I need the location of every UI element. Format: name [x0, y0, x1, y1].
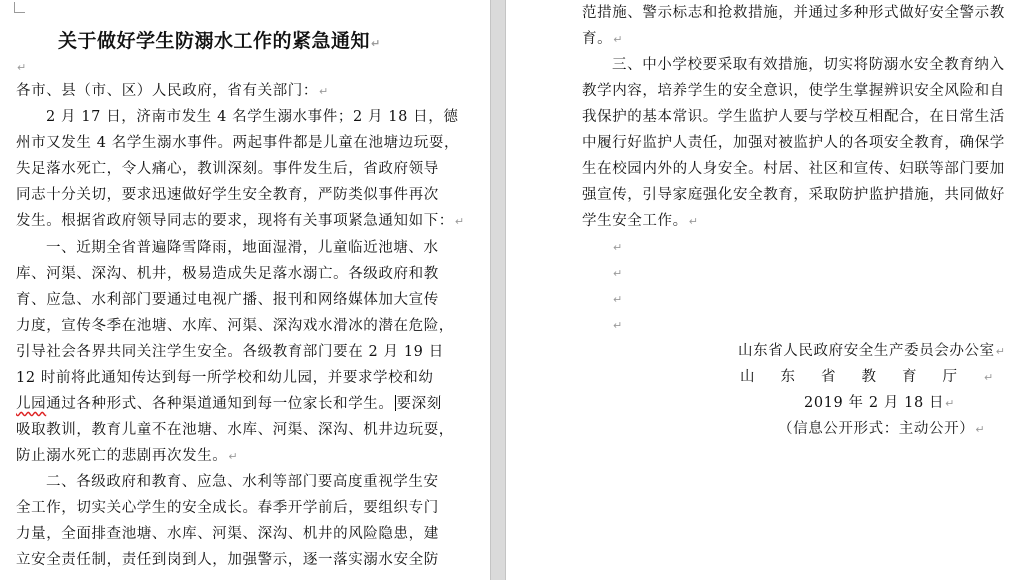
- spellcheck-flagged-word[interactable]: 儿园: [16, 396, 47, 412]
- body-line-text: 学生安全工作。: [582, 213, 688, 229]
- body-line-text: 要深刻: [396, 396, 442, 412]
- signature-date: [804, 394, 955, 413]
- signature-org-text: 山东省教育厅: [740, 369, 983, 385]
- paragraph-mark-icon: ↵: [688, 215, 699, 228]
- body-line: 全工作，切实关心学生的安全成长。春季开学前后，要组织专门: [16, 500, 439, 516]
- paragraph-mark-icon: ↵: [228, 450, 239, 463]
- body-line: [582, 30, 623, 49]
- body-line: 立安全责任制，责任到岗到人，加强警示，逐一落实溺水安全防: [16, 552, 439, 568]
- signature-org-text: 山东省人民政府安全生产委员会办公室: [738, 343, 995, 359]
- document-title: [58, 26, 381, 53]
- paragraph-mark-icon: ↵: [613, 293, 623, 306]
- body-line: 同志十分关切，要求迅速做好学生安全教育，严防类似事件再次: [16, 187, 439, 203]
- empty-paragraph: [612, 290, 623, 309]
- body-line-text: 发生。根据省政府领导同志的要求，现将有关事项紧急通知如下：: [16, 213, 454, 229]
- empty-paragraph: [612, 238, 623, 257]
- body-line: 2 月 17 日，济南市发生 4 名学生溺水事件；2 月 18 日，德: [46, 109, 459, 125]
- paragraph-mark-icon: ↵: [613, 241, 623, 254]
- paragraph-mark-icon: ↵: [613, 33, 624, 46]
- paragraph-mark-icon: ↵: [945, 397, 955, 410]
- body-line: [16, 212, 465, 231]
- body-line: 力度，宣传冬季在池塘、水库、河渠、深沟戏水滑冰的潜在危险，: [16, 318, 454, 334]
- body-line: [16, 447, 238, 466]
- empty-paragraph: [16, 58, 27, 77]
- signature-org-education-dept: [740, 368, 993, 387]
- page-gutter: [490, 0, 506, 580]
- body-line-text: 防止溺水死亡的悲剧再次发生。: [16, 448, 228, 464]
- body-line: 二、各级政府和教育、应急、水利等部门要高度重视学生安: [46, 474, 439, 490]
- body-line: 12 时前将此通知传达到每一所学校和幼儿园，并要求学校和幼: [16, 370, 434, 386]
- body-line: 强宣传，引导家庭强化安全教育，采取防护监护措施，共同做好: [582, 187, 1005, 203]
- body-line-text: 育。: [582, 31, 613, 47]
- page-corner-mark: [14, 2, 25, 13]
- paragraph-mark-icon: ↵: [17, 61, 27, 74]
- body-line: [582, 212, 699, 231]
- text-cursor: [395, 395, 396, 411]
- empty-paragraph: [612, 316, 623, 335]
- body-line: 中履行好监护人责任，加强对被监护人的各项安全教育，确保学: [582, 135, 1005, 151]
- empty-paragraph: [612, 264, 623, 283]
- signature-org-safety-committee: [738, 342, 1006, 361]
- salutation-text: 各市、县（市、区）人民政府，省有关部门：: [16, 83, 318, 99]
- body-line: 一、近期全省普遍降雪降雨，地面湿滑，儿童临近池塘、水: [46, 240, 439, 256]
- body-line: 力量，全面排查池塘、水库、河渠、深沟、机井的风险隐患，建: [16, 526, 439, 542]
- body-line: 三、中小学校要采取有效措施，切实将防溺水安全教育纳入: [612, 57, 1005, 73]
- body-line: 引导社会各界共同关注学生安全。各级教育部门要在 2 月 19 日: [16, 344, 444, 360]
- body-line: 失足落水死亡，令人痛心，教训深刻。事件发生后，省政府领导: [16, 161, 439, 177]
- body-line: 库、河渠、深沟、机井，极易造成失足落水溺亡。各级政府和教: [16, 266, 439, 282]
- disclosure-note: [778, 420, 985, 439]
- body-line: 我保护的基本常识。学生监护人要与学校互相配合，在日常生活: [582, 109, 1005, 125]
- body-line: 范措施、警示标志和抢救措施，并通过多种形式做好安全警示教: [582, 5, 1005, 21]
- paragraph-mark-icon: ↵: [613, 319, 623, 332]
- body-line[interactable]: [16, 395, 442, 413]
- body-line: 教学内容，培养学生的安全意识，使学生掌握辨识安全风险和自: [582, 83, 1005, 99]
- paragraph-mark-icon: ↵: [319, 85, 329, 98]
- signature-date-text: 2019 年 2 月 18 日: [804, 395, 945, 411]
- paragraph-mark-icon: ↵: [975, 423, 986, 436]
- paragraph-mark-icon: ↵: [995, 345, 1006, 358]
- body-line-text: 通过各种形式、各种渠道通知到每一位家长和学生。: [46, 396, 394, 412]
- salutation: [16, 82, 329, 101]
- title-text: 关于做好学生防溺水工作的紧急通知: [58, 30, 371, 52]
- body-line: 吸取教训，教育儿童不在池塘、水库、河渠、深沟、机井边玩耍，: [16, 422, 454, 438]
- paragraph-mark-icon: ↵: [984, 371, 994, 384]
- document-page-left[interactable]: [0, 0, 490, 580]
- document-page-right[interactable]: [506, 0, 1012, 580]
- paragraph-mark-icon: ↵: [371, 37, 381, 50]
- body-line: 州市又发生 4 名学生溺水事件。两起事件都是儿童在池塘边玩耍，: [16, 135, 460, 151]
- body-line: 生在校园内外的人身安全。村居、社区和宣传、妇联等部门要加: [582, 161, 1005, 177]
- paragraph-mark-icon: ↵: [613, 267, 623, 280]
- body-line: 育、应急、水利部门要通过电视广播、报刊和网络媒体加大宣传: [16, 292, 439, 308]
- disclosure-text: （信息公开形式：主动公开）: [778, 421, 975, 437]
- paragraph-mark-icon: ↵: [454, 215, 465, 228]
